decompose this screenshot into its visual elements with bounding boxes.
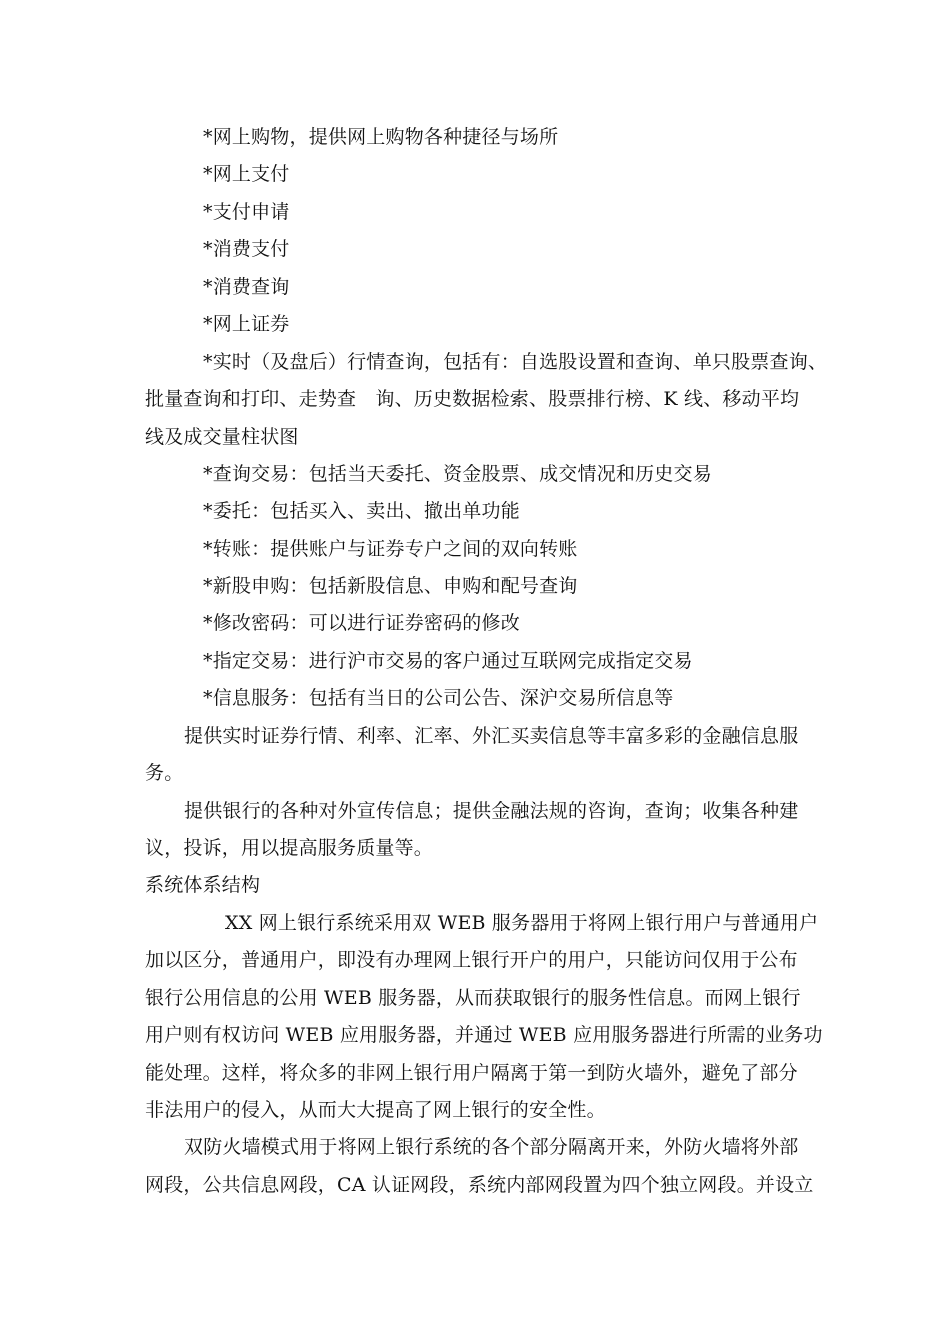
text-line: 提供银行的各种对外宣传信息；提供金融法规的咨询，查询；收集各种建 (184, 800, 799, 822)
text-line: *信息服务：包括有当日的公司公告、深沪交易所信息等 (203, 687, 674, 709)
text-line: *查询交易：包括当天委托、资金股票、成交情况和历史交易 (203, 463, 712, 485)
text-line: 务。 (145, 762, 184, 784)
text-line: *指定交易：进行沪市交易的客户通过互联网完成指定交易 (203, 650, 693, 672)
text-line: 用户则有权访问 WEB 应用服务器，并通过 WEB 应用服务器进行所需的业务功 (145, 1024, 823, 1046)
text-line: *消费查询 (203, 276, 290, 298)
text-line: 银行公用信息的公用 WEB 服务器，从而获取银行的服务性信息。而网上银行 (145, 987, 801, 1009)
text-line: 议，投诉，用以提高服务质量等。 (145, 837, 434, 859)
text-line: *支付申请 (203, 201, 290, 223)
text-line: 双防火墙模式用于将网上银行系统的各个部分隔离开来，外防火墙将外部 (184, 1136, 799, 1158)
text-line: 批量查询和打印、走势查 询、历史数据检索、股票排行榜、K 线、移动平均 (145, 388, 800, 410)
text-line: 加以区分，普通用户，即没有办理网上银行开户的用户，只能访问仅用于公布 (145, 949, 798, 971)
text-line: 线及成交量柱状图 (145, 426, 299, 448)
text-line: 提供实时证券行情、利率、汇率、外汇买卖信息等丰富多彩的金融信息服 (184, 725, 799, 747)
text-line: *修改密码：可以进行证券密码的修改 (203, 612, 520, 634)
text-line: *网上证券 (203, 313, 290, 335)
text-line: *实时（及盘后）行情查询，包括有：自选股设置和查询、单只股票查询、 (203, 351, 828, 373)
text-line: 能处理。这样，将众多的非网上银行用户隔离于第一到防火墙外，避免了部分 (145, 1062, 798, 1084)
text-line: *新股申购：包括新股信息、申购和配号查询 (203, 575, 578, 597)
text-line: *网上购物，提供网上购物各种捷径与场所 (203, 126, 559, 148)
text-line: 网段，公共信息网段，CA 认证网段，系统内部网段置为四个独立网段。并设立 (145, 1174, 814, 1196)
text-line: 非法用户的侵入，从而大大提高了网上银行的安全性。 (145, 1099, 606, 1121)
text-line: *委托：包括买入、卖出、撤出单功能 (203, 500, 520, 522)
section-heading: 系统体系结构 (145, 874, 261, 896)
text-line: *网上支付 (203, 163, 290, 185)
text-line: XX 网上银行系统采用双 WEB 服务器用于将网上银行用户与普通用户 (225, 912, 819, 934)
text-line: *消费支付 (203, 238, 290, 260)
text-line: *转账：提供账户与证券专户之间的双向转账 (203, 538, 578, 560)
